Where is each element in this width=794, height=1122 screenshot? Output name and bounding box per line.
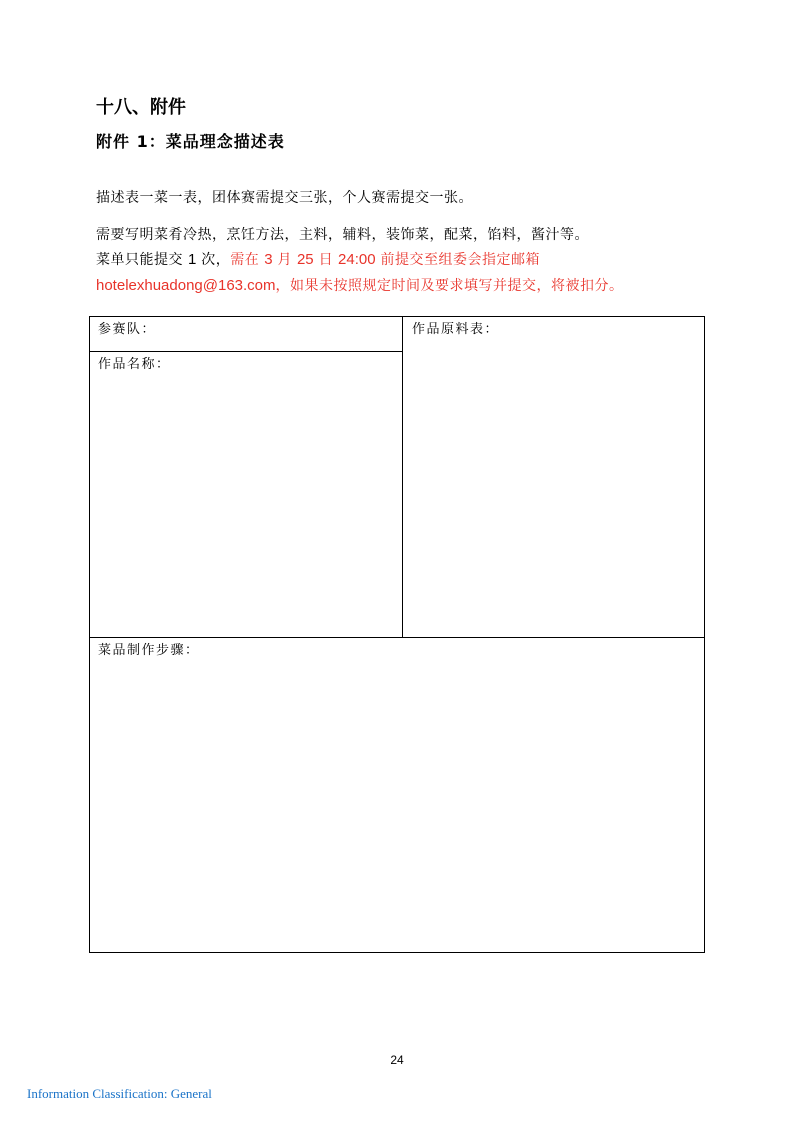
dish-name-field[interactable] [90, 352, 403, 637]
penalty-notice: ，如果未按照规定时间及要求填写并提交，将被扣分。 [275, 278, 624, 294]
submission-email-link[interactable]: hotelexhuadong@163.com [96, 277, 276, 294]
ingredients-label: 作品原料表： [412, 322, 500, 337]
deadline-text-c: 日 [313, 252, 339, 268]
instruction-line-3 [96, 250, 540, 270]
instruction-line-2: 需要写明菜肴冷热，烹饪方法，主料，辅料，装饰菜，配菜，馅料，酱汁等。 [96, 227, 589, 243]
dish-concept-form [89, 316, 705, 953]
team-label: 参赛队： [98, 322, 157, 337]
deadline-time: 24:00 [338, 251, 376, 268]
preparation-steps-field[interactable] [90, 637, 704, 952]
team-field[interactable] [90, 317, 403, 352]
submit-once-end: 次， [196, 252, 231, 268]
page-number: 24 [390, 1053, 404, 1067]
submit-once-text: 菜单只能提交 [96, 252, 188, 268]
submit-count: 1 [187, 251, 197, 268]
section-heading: 十八、附件 [96, 97, 186, 118]
deadline-text-b: 月 [272, 252, 297, 268]
deadline-text-d: 前提交至组委会指定邮箱 [375, 252, 541, 268]
preparation-steps-label: 菜品制作步骤： [98, 643, 200, 658]
classification-label: Information Classification: General [27, 1086, 212, 1101]
attachment-title: 附件 1：菜品理念描述表 [96, 132, 285, 151]
deadline-day: 25 [296, 251, 314, 268]
dish-name-label: 作品名称： [98, 357, 171, 372]
deadline-text-a: 需在 [230, 252, 265, 268]
instruction-line-4 [96, 276, 624, 296]
instruction-line-1: 描述表一菜一表，团体赛需提交三张，个人赛需提交一张。 [96, 190, 473, 206]
deadline-month: 3 [264, 251, 273, 268]
ingredients-field[interactable] [403, 317, 704, 637]
